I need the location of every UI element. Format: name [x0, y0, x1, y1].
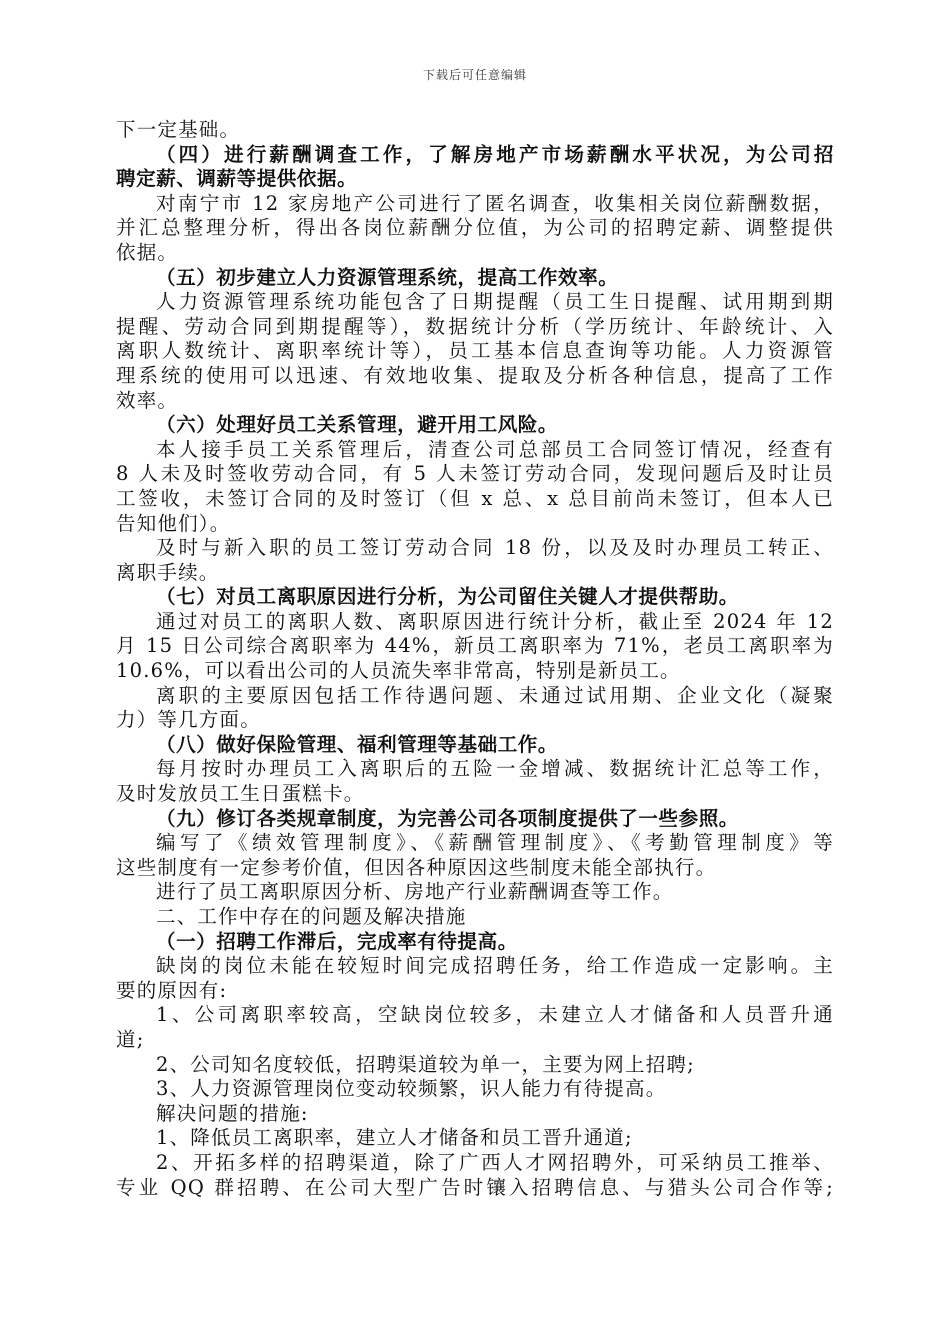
- page-header: 下载后可任意编辑: [422, 68, 527, 82]
- paragraph-line: 专业 QQ 群招聘、在公司大型广告时镶入招聘信息、与猎头公司合作等;: [116, 1175, 834, 1199]
- paragraph-line: 道;: [116, 1027, 145, 1051]
- paragraph-line: 通过对员工的离职人数、离职原因进行统计分析，截止至 2024 年 12: [156, 609, 834, 633]
- paragraph-line: 力）等几方面。: [116, 708, 261, 732]
- paragraph-line: 理系统的使用可以迅速、有效地收集、提取及分析各种信息，提高了工作: [116, 363, 834, 387]
- section-heading: 聘定薪、调薪等提供依据。: [116, 167, 358, 191]
- paragraph-line: 每月按时办理员工入离职后的五险一金增减、数据统计汇总等工作，: [156, 757, 834, 781]
- paragraph-line: 进行了员工离职原因分析、房地产行业薪酬调查等工作。: [156, 880, 674, 904]
- paragraph-line: 及时发放员工生日蛋糕卡。: [116, 782, 365, 806]
- paragraph-line: 并汇总整理分析，得出各岗位薪酬分位值，为公司的招聘定薪、调整提供: [116, 216, 834, 240]
- paragraph-line: 1、公司离职率较高，空缺岗位较多，未建立人才储备和人员晋升通: [156, 1003, 834, 1027]
- paragraph-line: 要的原因有:: [116, 978, 228, 1002]
- section-heading: （五）初步建立人力资源管理系统，提高工作效率。: [156, 265, 619, 289]
- section-heading: （八）做好保险管理、福利管理等基础工作。: [156, 732, 559, 756]
- section-heading: （四）进行薪酬调查工作，了解房地产市场薪酬水平状况，为公司招: [156, 142, 834, 166]
- paragraph-line: 依据。: [116, 240, 179, 264]
- paragraph-line: 工签收，未签订合同的及时签订（但 x 总、x 总目前尚未签订，但本人已: [116, 486, 834, 510]
- paragraph-line: 本人接手员工关系管理后，清查公司总部员工合同签订情况，经查有: [156, 437, 834, 461]
- paragraph-line: 2、开拓多样的招聘渠道，除了广西人才网招聘外，可采纳员工推举、: [156, 1150, 834, 1174]
- paragraph-line: 月 15 日公司综合离职率为 44%，新员工离职率为 71%，老员工离职率为: [116, 634, 834, 658]
- paragraph-line: 1、降低员工离职率，建立人才储备和员工晋升通道;: [156, 1126, 633, 1150]
- paragraph-line: 10.6%，可以看出公司的人员流失率非常高，特别是新员工。: [116, 659, 681, 683]
- paragraph-line: 离职手续。: [116, 560, 220, 584]
- section-heading: （七）对员工离职原因进行分析，为公司留住关键人才提供帮助。: [156, 585, 739, 609]
- paragraph-line: 提醒、劳动合同到期提醒等），数据统计分析（学历统计、年龄统计、入: [116, 314, 834, 338]
- paragraph-line: 8 人未及时签收劳动合同，有 5 人未签订劳动合同，发现问题后及时让员: [116, 462, 834, 486]
- paragraph-line: 离职人数统计、离职率统计等），员工基本信息查询等功能。人力资源管: [116, 339, 834, 363]
- paragraph-line: 二、工作中存在的问题及解决措施: [156, 905, 467, 928]
- document-body: [116, 118, 834, 1200]
- section-heading: （六）处理好员工关系管理，避开用工风险。: [156, 413, 559, 437]
- paragraph-line: 编写了《绩效管理制度》、《薪酬管理制度》、《考勤管理制度》等: [156, 831, 834, 855]
- paragraph-line: 这些制度有一定参考价值，但因各种原因这些制度未能全部执行。: [116, 855, 717, 879]
- paragraph-line: 告知他们）。: [116, 511, 231, 535]
- paragraph-line: 离职的主要原因包括工作待遇问题、未通过试用期、企业文化（凝聚: [156, 683, 834, 707]
- paragraph-line: 人力资源管理系统功能包含了日期提醒（员工生日提醒、试用期到期: [156, 290, 834, 314]
- section-heading: （九）修订各类规章制度，为完善公司各项制度提供了一些参照。: [156, 806, 739, 830]
- paragraph-line: 对南宁市 12 家房地产公司进行了匿名调查，收集相关岗位薪酬数据，: [156, 191, 834, 215]
- paragraph-line: 效率。: [116, 388, 179, 412]
- paragraph-line: 缺岗的岗位未能在较短时间完成招聘任务，给工作造成一定影响。主: [156, 954, 834, 978]
- paragraph-line: 2、公司知名度较低，招聘渠道较为单一，主要为网上招聘;: [156, 1052, 695, 1076]
- paragraph-line: 下一定基础。: [116, 118, 241, 141]
- paragraph-line: 解决问题的措施:: [156, 1101, 309, 1125]
- paragraph-line: 及时与新入职的员工签订劳动合同 18 份，以及及时办理员工转正、: [156, 536, 834, 560]
- paragraph-line: 3、人力资源管理岗位变动较频繁，识人能力有待提高。: [156, 1077, 667, 1101]
- section-heading: （一）招聘工作滞后，完成率有待提高。: [156, 929, 518, 953]
